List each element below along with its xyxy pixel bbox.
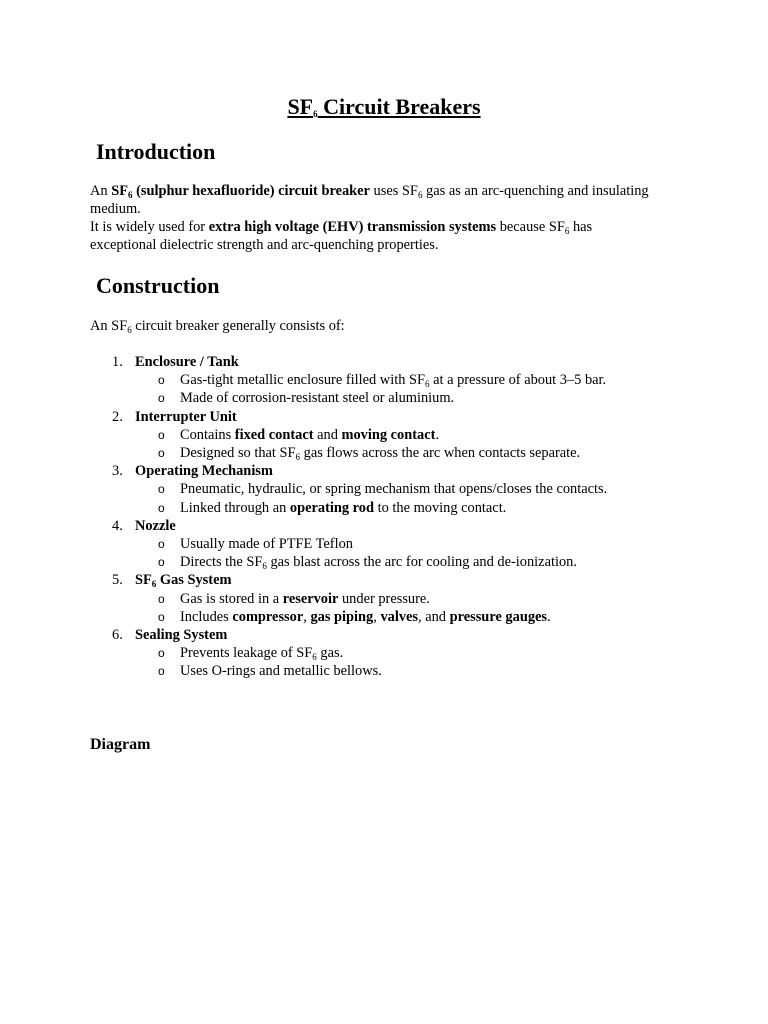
- list-item-interrupter: [90, 408, 680, 463]
- list-item-nozzle: [90, 517, 680, 572]
- sub-list-item: o Prevents leakage of $SF_6$ gas.: [158, 645, 344, 663]
- sub-list: [135, 535, 680, 571]
- page-title: $SF_6$ Circuit Breakers: [287, 94, 481, 119]
- list-item-title: $SF_6$ Gas System: [135, 572, 232, 590]
- list-number: 5.: [112, 572, 123, 589]
- list-item-title: Enclosure / Tank: [135, 354, 239, 370]
- list-item-sealing-system: [90, 626, 680, 681]
- bullet-icon: o: [158, 482, 165, 497]
- sub-list-item: o Gas is stored in a reservoir under pressure.: [158, 590, 430, 607]
- list-item-enclosure: [90, 353, 680, 408]
- bullet-icon: o: [158, 391, 165, 406]
- diagram-heading: Diagram: [90, 736, 151, 753]
- list-item-title: Sealing System: [135, 627, 228, 644]
- sub-list-item: o Made of corrosion-resistant steel or aluminium.: [158, 390, 455, 407]
- sub-list-item: o Directs the $SF_6$ gas blast across the arc for cooling and de-ionization.: [158, 554, 577, 572]
- bullet-icon: o: [158, 446, 165, 461]
- sub-list: [135, 644, 680, 680]
- sub-list: [135, 480, 680, 516]
- list-number: 3.: [112, 463, 123, 480]
- list-number: 2.: [112, 408, 123, 425]
- list-item-title: Operating Mechanism: [135, 463, 273, 480]
- construction-heading: Construction: [96, 273, 220, 298]
- list-item-operating-mechanism: [90, 462, 680, 517]
- bullet-icon: o: [158, 646, 165, 661]
- sub-list: [135, 590, 680, 626]
- list-item-gas-system: [90, 571, 680, 626]
- bullet-icon: o: [158, 664, 165, 679]
- list-item-title: Interrupter Unit: [135, 408, 237, 425]
- bullet-icon: o: [158, 537, 165, 552]
- bullet-icon: o: [158, 373, 165, 388]
- sub-list-item: o Includes compressor, gas piping, valves, and pressure gauges.: [158, 608, 551, 625]
- sub-list: [135, 426, 680, 462]
- list-item-title: Nozzle: [135, 517, 176, 534]
- sub-list-item: o Gas-tight metallic enclosure filled with $SF_6$ at a pressure of about 3–5 bar.: [158, 372, 607, 390]
- bullet-icon: o: [158, 609, 165, 624]
- components-list: [90, 353, 680, 681]
- bullet-icon: o: [158, 591, 165, 606]
- sub-list-item: o Pneumatic, hydraulic, or spring mechanism that opens/closes the contacts.: [158, 481, 608, 498]
- list-number: 6.: [112, 627, 123, 644]
- sub-list-item: o Usually made of PTFE Teflon: [158, 536, 353, 553]
- list-number: 4.: [112, 517, 123, 534]
- bullet-icon: o: [158, 427, 165, 442]
- sub-list-item: o Designed so that $SF_6$ gas flows across the arc when contacts separate.: [158, 445, 581, 463]
- sub-list-item: o Uses O-rings and metallic bellows.: [158, 663, 382, 680]
- sub-list-item: o Linked through an operating rod to the moving contact.: [158, 499, 507, 516]
- sub-list: [135, 371, 680, 407]
- sub-list-item: o Contains fixed contact and moving contact.: [158, 426, 440, 443]
- introduction-paragraph: An $SF_6$ (sulphur hexafluoride) circuit breaker uses $SF_6$ gas as an arc-quenching and insulating medium. It is widely used for extra high voltage (EHV) transmission systems because $SF_6$ has exceptional dielectric strength and arc-quenching properties.: [90, 183, 649, 253]
- bullet-icon: o: [158, 555, 165, 570]
- list-number: 1.: [112, 354, 123, 370]
- construction-intro: An $SF_6$ circuit breaker generally consists of:: [90, 318, 345, 335]
- bullet-icon: o: [158, 500, 165, 515]
- introduction-heading: Introduction: [96, 139, 216, 164]
